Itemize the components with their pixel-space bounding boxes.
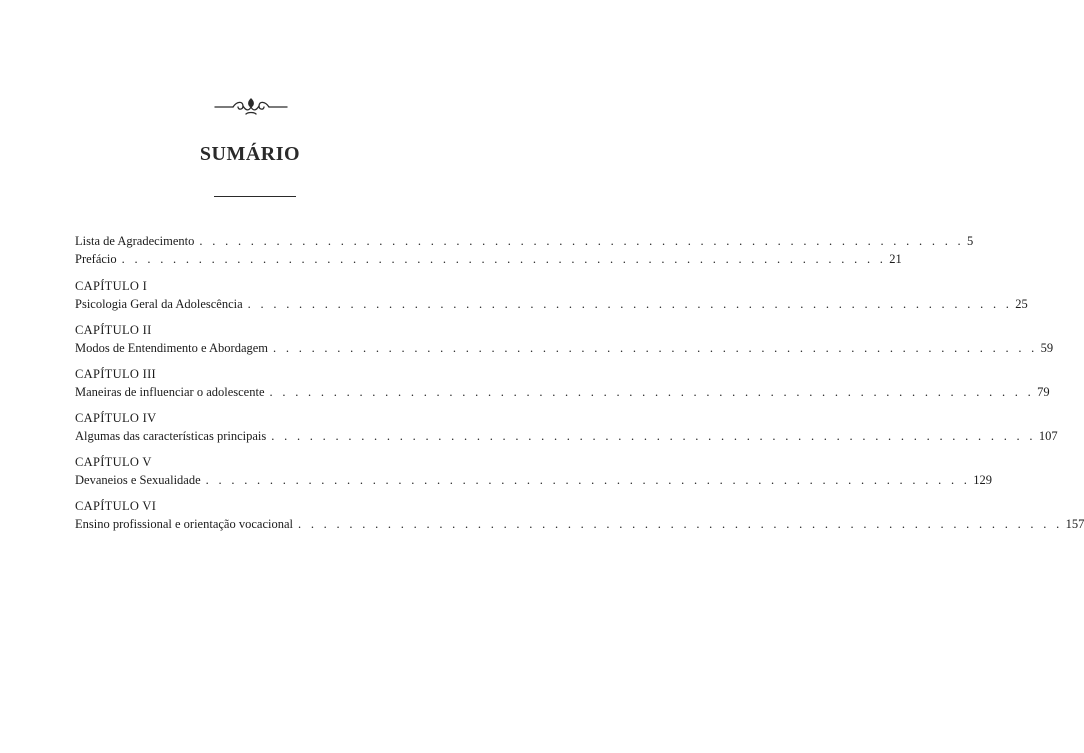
- toc-entry-title: Prefácio: [75, 252, 117, 266]
- dot-leader: . . . . . . . . . . . . . . . . . . . . . . . . . . . . . . . . . . . . . . . . . . . . . . . . . . . . . . . . . . . .: [205, 473, 971, 487]
- toc-page-number: 107: [1038, 429, 1058, 443]
- chapter-label-2: CAPÍTULO II: [75, 323, 152, 337]
- toc-page-number: 25: [1015, 297, 1028, 311]
- toc-entry-title: Ensino profissional e orientação vocacional: [75, 517, 293, 531]
- dot-leader: . . . . . . . . . . . . . . . . . . . . . . . . . . . . . . . . . . . . . . . . . . . . . . . . . . . . . . . . . . . .: [271, 429, 1036, 443]
- toc-entry-chapter-3[interactable]: [75, 383, 1050, 401]
- toc-entry-chapter-4[interactable]: [75, 427, 1058, 445]
- toc-entry-title: Psicologia Geral da Adolescência: [75, 297, 243, 311]
- toc-entry-chapter-2[interactable]: [75, 339, 1054, 357]
- dot-leader: . . . . . . . . . . . . . . . . . . . . . . . . . . . . . . . . . . . . . . . . . . . . . . . . . . . . . . . . . . . .: [273, 341, 1038, 355]
- toc-entry-chapter-1[interactable]: [75, 295, 1028, 313]
- toc-entry-chapter-5[interactable]: [75, 471, 992, 489]
- table-of-contents: [75, 232, 1084, 533]
- dot-leader: . . . . . . . . . . . . . . . . . . . . . . . . . . . . . . . . . . . . . . . . . . . . . . . . . . . . . . . . . . . .: [247, 297, 1013, 311]
- toc-entry-title: Maneiras de influenciar o adolescente: [75, 385, 265, 399]
- toc-entry-title: Devaneios e Sexualidade: [75, 473, 201, 487]
- chapter-label-3: CAPÍTULO III: [75, 367, 157, 381]
- chapter-label-5: CAPÍTULO V: [75, 455, 152, 469]
- toc-entry-title: Modos de Entendimento e Abordagem: [75, 341, 269, 355]
- toc-entry-chapter-6[interactable]: [75, 515, 1084, 533]
- dot-leader: . . . . . . . . . . . . . . . . . . . . . . . . . . . . . . . . . . . . . . . . . . . . . . . . . . . . . . . . . . . .: [297, 517, 1063, 531]
- toc-page-number: 129: [973, 473, 992, 487]
- toc-entry-title: Lista de Agradecimento: [75, 234, 195, 248]
- chapter-label-6: CAPÍTULO VI: [75, 499, 157, 513]
- toc-entry-preface[interactable]: [75, 250, 902, 268]
- scroll-flourish-icon: [213, 96, 289, 118]
- chapter-label-1: CAPÍTULO I: [75, 279, 148, 293]
- toc-entry-title: Algumas das características principais: [75, 429, 267, 443]
- dot-leader: . . . . . . . . . . . . . . . . . . . . . . . . . . . . . . . . . . . . . . . . . . . . . . . . . . . . . . . . . . . .: [199, 234, 964, 248]
- toc-entry-acknowledgements[interactable]: [75, 232, 974, 250]
- title-divider: [214, 196, 296, 197]
- dot-leader: . . . . . . . . . . . . . . . . . . . . . . . . . . . . . . . . . . . . . . . . . . . . . . . . . . . . . . . . . . . .: [121, 252, 887, 266]
- toc-page-number: 5: [966, 234, 974, 248]
- toc-page-number: 21: [889, 252, 902, 266]
- toc-page-number: 59: [1040, 341, 1054, 355]
- toc-page-number: 157: [1065, 517, 1084, 531]
- toc-page-number: 79: [1037, 385, 1050, 399]
- chapter-label-4: CAPÍTULO IV: [75, 411, 157, 425]
- page-title: SUMÁRIO: [199, 143, 301, 165]
- dot-leader: . . . . . . . . . . . . . . . . . . . . . . . . . . . . . . . . . . . . . . . . . . . . . . . . . . . . . . . . . . . .: [269, 385, 1035, 399]
